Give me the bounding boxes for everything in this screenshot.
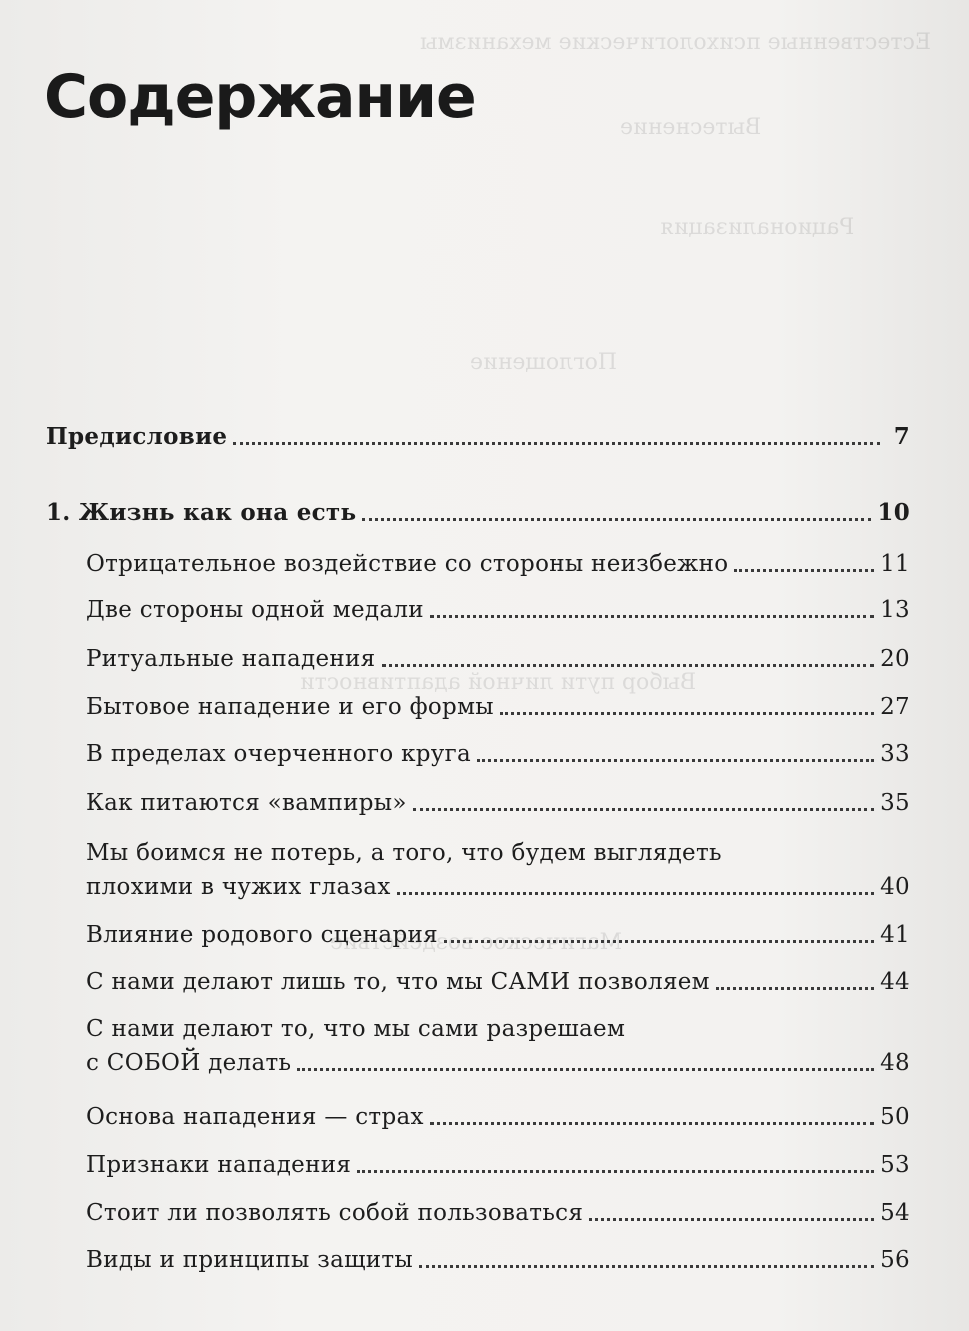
- toc-entry: [86, 1198, 910, 1228]
- leader-dots: [477, 758, 874, 762]
- toc-entry-title-line1: С нами делают то, что мы сами разрешаем: [86, 1016, 626, 1042]
- toc-page-number: 56: [880, 1247, 910, 1273]
- page-title: Содержание: [44, 62, 476, 132]
- toc-page-number: 20: [880, 646, 910, 672]
- toc-entry-preface: [46, 422, 910, 452]
- bleed-through-text: Магическое воздействие: [330, 930, 623, 955]
- leader-dots: [382, 663, 875, 667]
- toc-page-number: 40: [880, 874, 910, 900]
- toc-entry-title: Ритуальные нападения: [86, 646, 376, 672]
- toc-page-number: 10: [877, 499, 910, 526]
- leader-dots: [444, 939, 874, 943]
- leader-dots: [362, 517, 871, 521]
- toc-entry-title: Отрицательное воздействие со стороны неизбежно: [86, 551, 729, 577]
- toc-entry-title: Предисловие: [46, 423, 228, 450]
- toc-page-number: 11: [880, 551, 910, 577]
- toc-page-number: 13: [880, 597, 910, 623]
- bleed-through-text: Вытеснение: [620, 115, 762, 140]
- toc-entry-title: Влияние родового сценария: [86, 922, 438, 948]
- toc-entry: [86, 595, 910, 625]
- toc-entry: [86, 549, 910, 579]
- toc-page-number: 48: [880, 1050, 910, 1076]
- toc-entry-chapter-1: [46, 498, 910, 528]
- toc-page-number: 33: [880, 741, 910, 767]
- toc-entry: [86, 1102, 910, 1132]
- toc-entry-title-line2-row: [86, 1048, 910, 1078]
- toc-entry-title: Стоит ли позволять собой пользоваться: [86, 1200, 584, 1226]
- leader-dots: [500, 711, 874, 715]
- toc-entry-title-line1: Мы боимся не потерь, а того, что будем выглядеть: [86, 840, 722, 866]
- toc-entry-title: Признаки нападения: [86, 1152, 352, 1178]
- leader-dots: [734, 568, 874, 572]
- leader-dots: [716, 986, 874, 990]
- toc-entry-title: 1. Жизнь как она есть: [46, 499, 357, 526]
- toc-entry-title: В пределах очерченного круга: [86, 741, 471, 767]
- toc-entry-title: Две стороны одной медали: [86, 597, 424, 623]
- toc-entry-title-line2: плохими в чужих глазах: [86, 874, 391, 900]
- toc-entry: [86, 788, 910, 818]
- toc-page-number: 35: [880, 790, 910, 816]
- leader-dots: [233, 441, 880, 445]
- bleed-through-text: Выбор пути личной адаптивности: [300, 670, 697, 695]
- toc-page-number: 53: [880, 1152, 910, 1178]
- bleed-through-text: Рационализация: [660, 215, 855, 240]
- bleed-through-text: Естественные психологические механизмы: [420, 30, 931, 55]
- leader-dots: [397, 891, 875, 895]
- leader-dots: [413, 807, 874, 811]
- toc-entry: [86, 1150, 910, 1180]
- leader-dots: [297, 1067, 874, 1071]
- toc-entry-title: С нами делают лишь то, что мы САМИ позволяем: [86, 969, 710, 995]
- leader-dots: [430, 1121, 874, 1125]
- toc-entry: [86, 692, 910, 722]
- toc-entry-title: Виды и принципы защиты: [86, 1247, 414, 1273]
- toc-entry: [86, 739, 910, 769]
- toc-page-number: 54: [880, 1200, 910, 1226]
- leader-dots: [357, 1169, 874, 1173]
- toc-page-number: 7: [893, 423, 910, 450]
- toc-page-number: 41: [880, 922, 910, 948]
- leader-dots: [419, 1264, 874, 1268]
- toc-entry-title-line2-row: [86, 872, 910, 902]
- toc-entry-title: Как питаются «вампиры»: [86, 790, 407, 816]
- leader-dots: [589, 1217, 874, 1221]
- leader-dots: [430, 614, 874, 618]
- toc-page-number: 44: [880, 969, 910, 995]
- toc-entry-title: Основа нападения — страх: [86, 1104, 424, 1130]
- toc-entry-title-line2: с СОБОЙ делать: [86, 1050, 292, 1076]
- bleed-through-text: Поглощение: [470, 350, 617, 375]
- toc-entry: [86, 967, 910, 997]
- toc-entry: [86, 1245, 910, 1275]
- toc-page-number: 50: [880, 1104, 910, 1130]
- toc-entry: [86, 644, 910, 674]
- toc-page-number: 27: [880, 694, 910, 720]
- toc-entry-multiline: [86, 838, 910, 902]
- toc-entry: [86, 920, 910, 950]
- toc-entry-multiline: [86, 1014, 910, 1078]
- toc-entry-title: Бытовое нападение и его формы: [86, 694, 494, 720]
